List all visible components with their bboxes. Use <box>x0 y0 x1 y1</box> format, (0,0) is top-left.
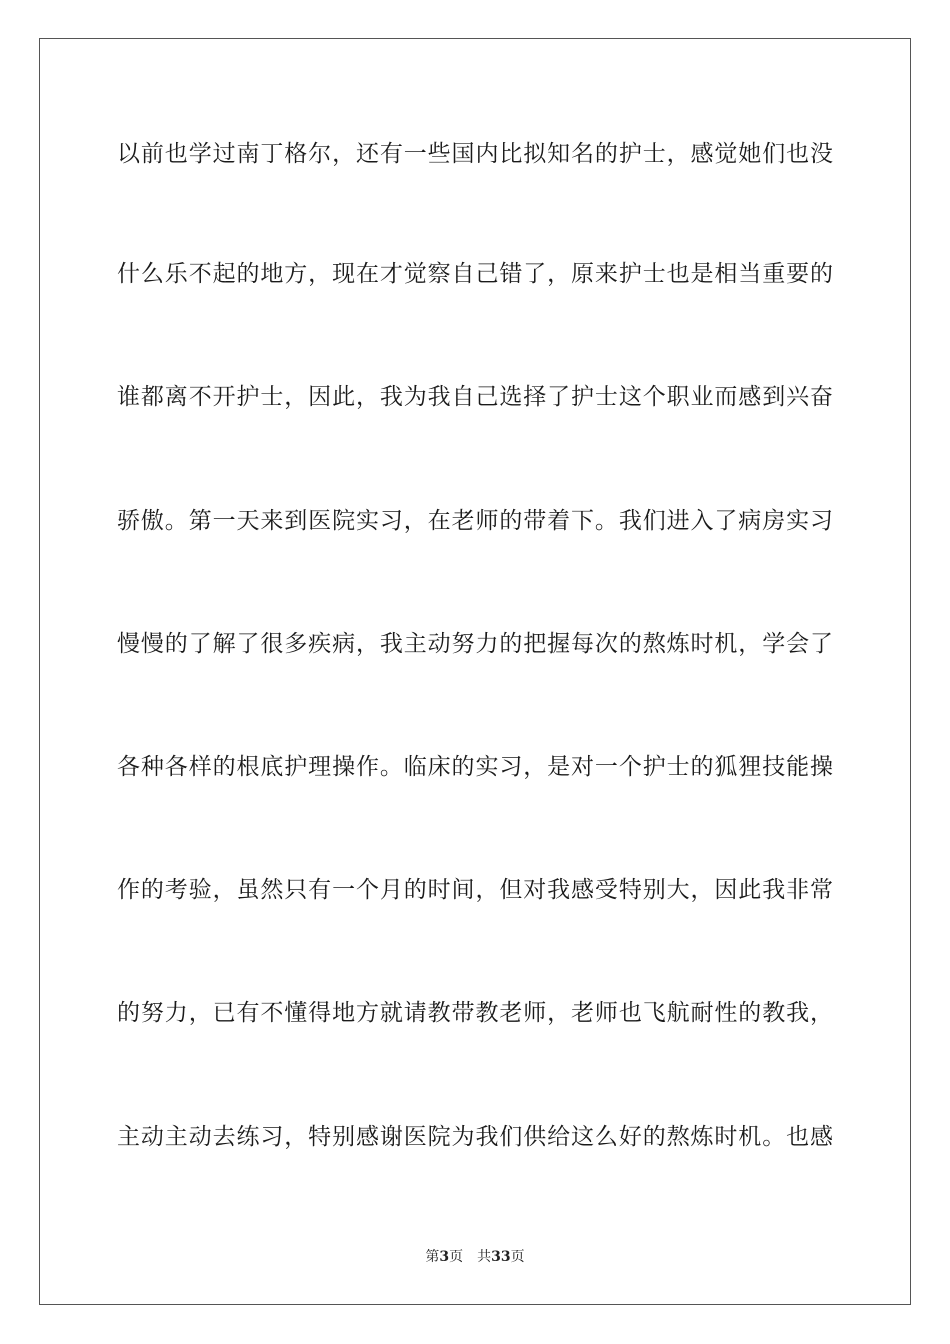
page-prefix: 第 <box>425 1249 440 1265</box>
text-line: 谁都离不开护士，因此，我为我自己选择了护士这个职业而感到兴奋 <box>117 384 833 410</box>
text-line: 主动主动去练习，特别感谢医院为我们供给这么好的熬炼时机。也感 <box>117 1124 833 1150</box>
text-line: 什么乐不起的地方，现在才觉察自己错了，原来护士也是相当重要的 <box>117 261 833 287</box>
total-suffix: 页 <box>510 1249 525 1265</box>
text-line: 的努力，已有不懂得地方就请教带教老师，老师也飞航耐性的教我， <box>117 1000 833 1026</box>
current-page-number: 3 <box>439 1249 450 1265</box>
text-line: 作的考验，虽然只有一个月的时间，但对我感受特别大，因此我非常 <box>117 877 833 903</box>
page-border <box>39 38 911 1305</box>
text-line: 慢慢的了解了很多疾病，我主动努力的把握每次的熬炼时机，学会了 <box>117 631 833 657</box>
page-suffix: 页 <box>449 1249 464 1265</box>
page-footer <box>0 1247 950 1267</box>
text-line: 以前也学过南丁格尔，还有一些国内比拟知名的护士，感觉她们也没 <box>117 141 833 167</box>
text-line: 各种各样的根底护理操作。临床的实习，是对一个护士的狐狸技能操 <box>117 754 833 780</box>
total-prefix: 共 <box>477 1249 492 1265</box>
total-page-number: 33 <box>491 1249 511 1265</box>
text-line: 骄傲。第一天来到医院实习，在老师的带着下。我们进入了病房实习 <box>117 508 833 534</box>
